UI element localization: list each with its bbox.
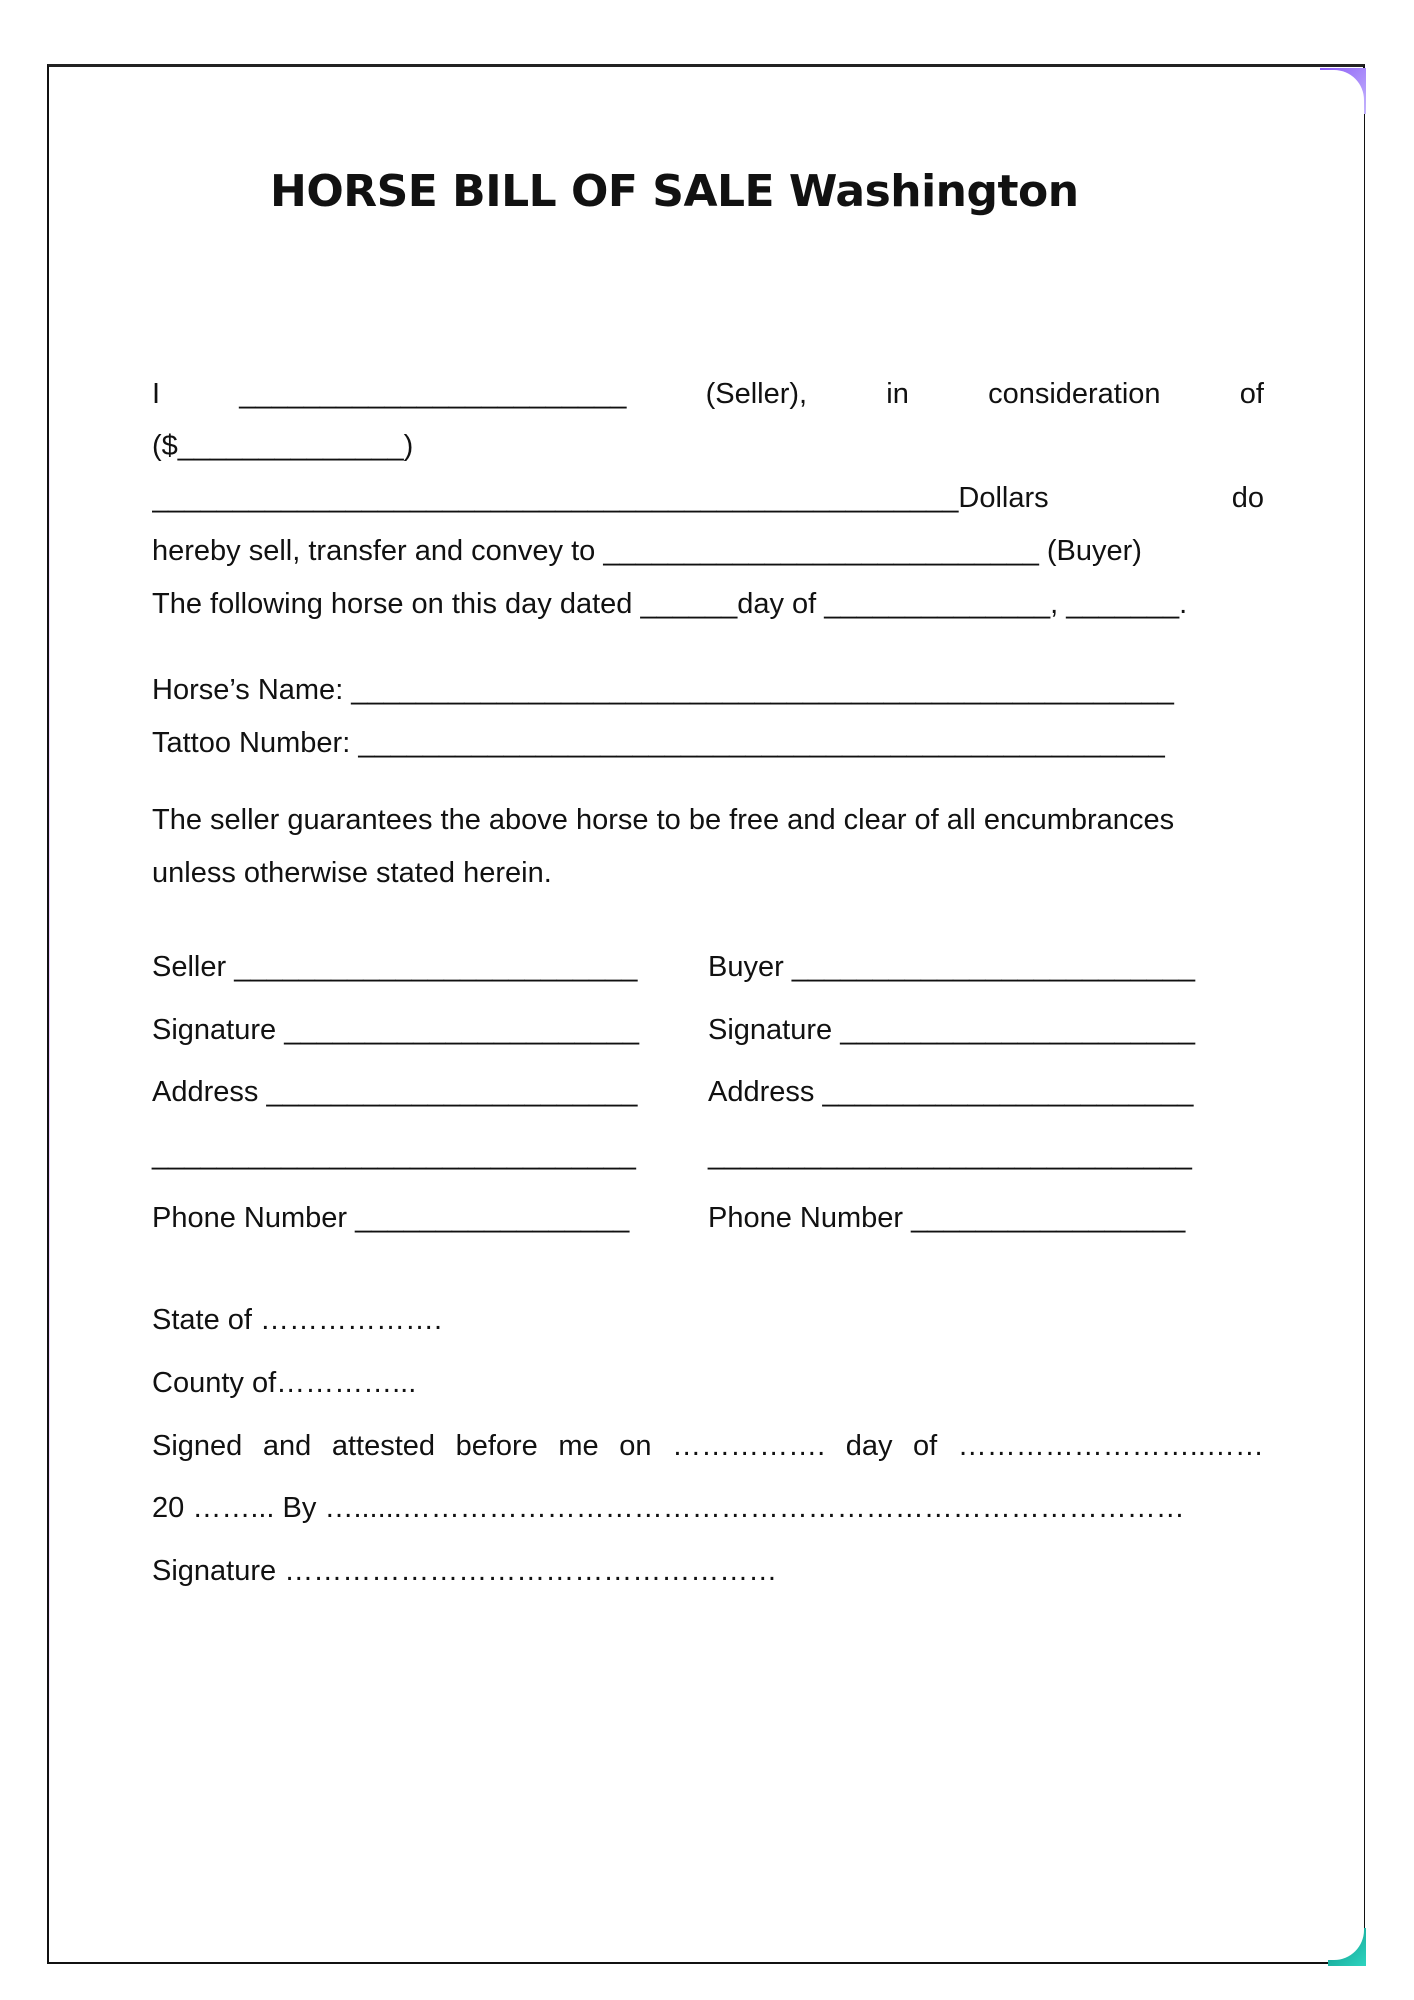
dollars-blank: __________________________________________________Dollars	[152, 482, 1049, 514]
notary-word: attested	[331, 1430, 436, 1462]
convey-line: hereby sell, transfer and convey to ___________________________ (Buyer)	[152, 535, 1142, 567]
notary-word: before	[455, 1430, 538, 1462]
buyer-address-field: Address _______________________	[708, 1076, 1194, 1108]
seller-address-field: Address _______________________	[152, 1076, 638, 1108]
amount-blank: ($______________)	[152, 430, 414, 462]
buyer-phone-field: Phone Number _________________	[708, 1202, 1186, 1234]
notary-state: State of ……………….	[152, 1304, 443, 1336]
tattoo-number-field: Tattoo Number: __________________________________________________	[152, 727, 1165, 759]
intro-word: consideration	[988, 378, 1161, 410]
notary-month-blank: ……………………..……	[957, 1430, 1264, 1462]
notary-word: and	[262, 1430, 312, 1462]
document-title: HORSE BILL OF SALE Washington	[270, 166, 1079, 217]
intro-line-1	[152, 376, 1264, 412]
date-line: The following horse on this day dated ______day of ______________, _______.	[152, 588, 1188, 620]
intro-word: do	[1231, 482, 1264, 514]
notary-word: on	[619, 1430, 652, 1462]
notary-word: me	[558, 1430, 599, 1462]
notary-county: County of…………...	[152, 1367, 417, 1399]
notary-word: day	[845, 1430, 893, 1462]
guarantee-text: unless otherwise stated herein.	[152, 857, 552, 889]
seller-field: Seller _________________________	[152, 951, 638, 983]
seller-address-line-2: ______________________________	[152, 1139, 636, 1171]
notary-word: of	[913, 1430, 938, 1462]
guarantee-text: The seller guarantees the above horse to be free and clear of all encumbrances	[152, 804, 1175, 836]
notary-signature: Signature ……………………………………………	[152, 1555, 778, 1587]
buyer-field: Buyer _________________________	[708, 951, 1196, 983]
notary-signed-line	[152, 1428, 1264, 1464]
intro-line-3	[152, 480, 1264, 516]
buyer-address-line-2: ______________________________	[708, 1139, 1192, 1171]
intro-word: I	[152, 378, 161, 410]
intro-word: of	[1239, 378, 1264, 410]
notary-word: Signed	[152, 1430, 243, 1462]
seller-phone-field: Phone Number _________________	[152, 1202, 630, 1234]
notary-year-by: 20 ……... By …......………………………………………………………………………	[152, 1492, 1185, 1524]
intro-word: (Seller),	[705, 378, 808, 410]
buyer-signature-field: Signature ______________________	[708, 1014, 1196, 1046]
seller-name-blank: ________________________	[239, 378, 627, 410]
horse-name-field: Horse’s Name: ___________________________________________________	[152, 674, 1174, 706]
notary-day-blank: …………….	[672, 1430, 826, 1462]
intro-word: in	[886, 378, 909, 410]
seller-signature-field: Signature ______________________	[152, 1014, 640, 1046]
